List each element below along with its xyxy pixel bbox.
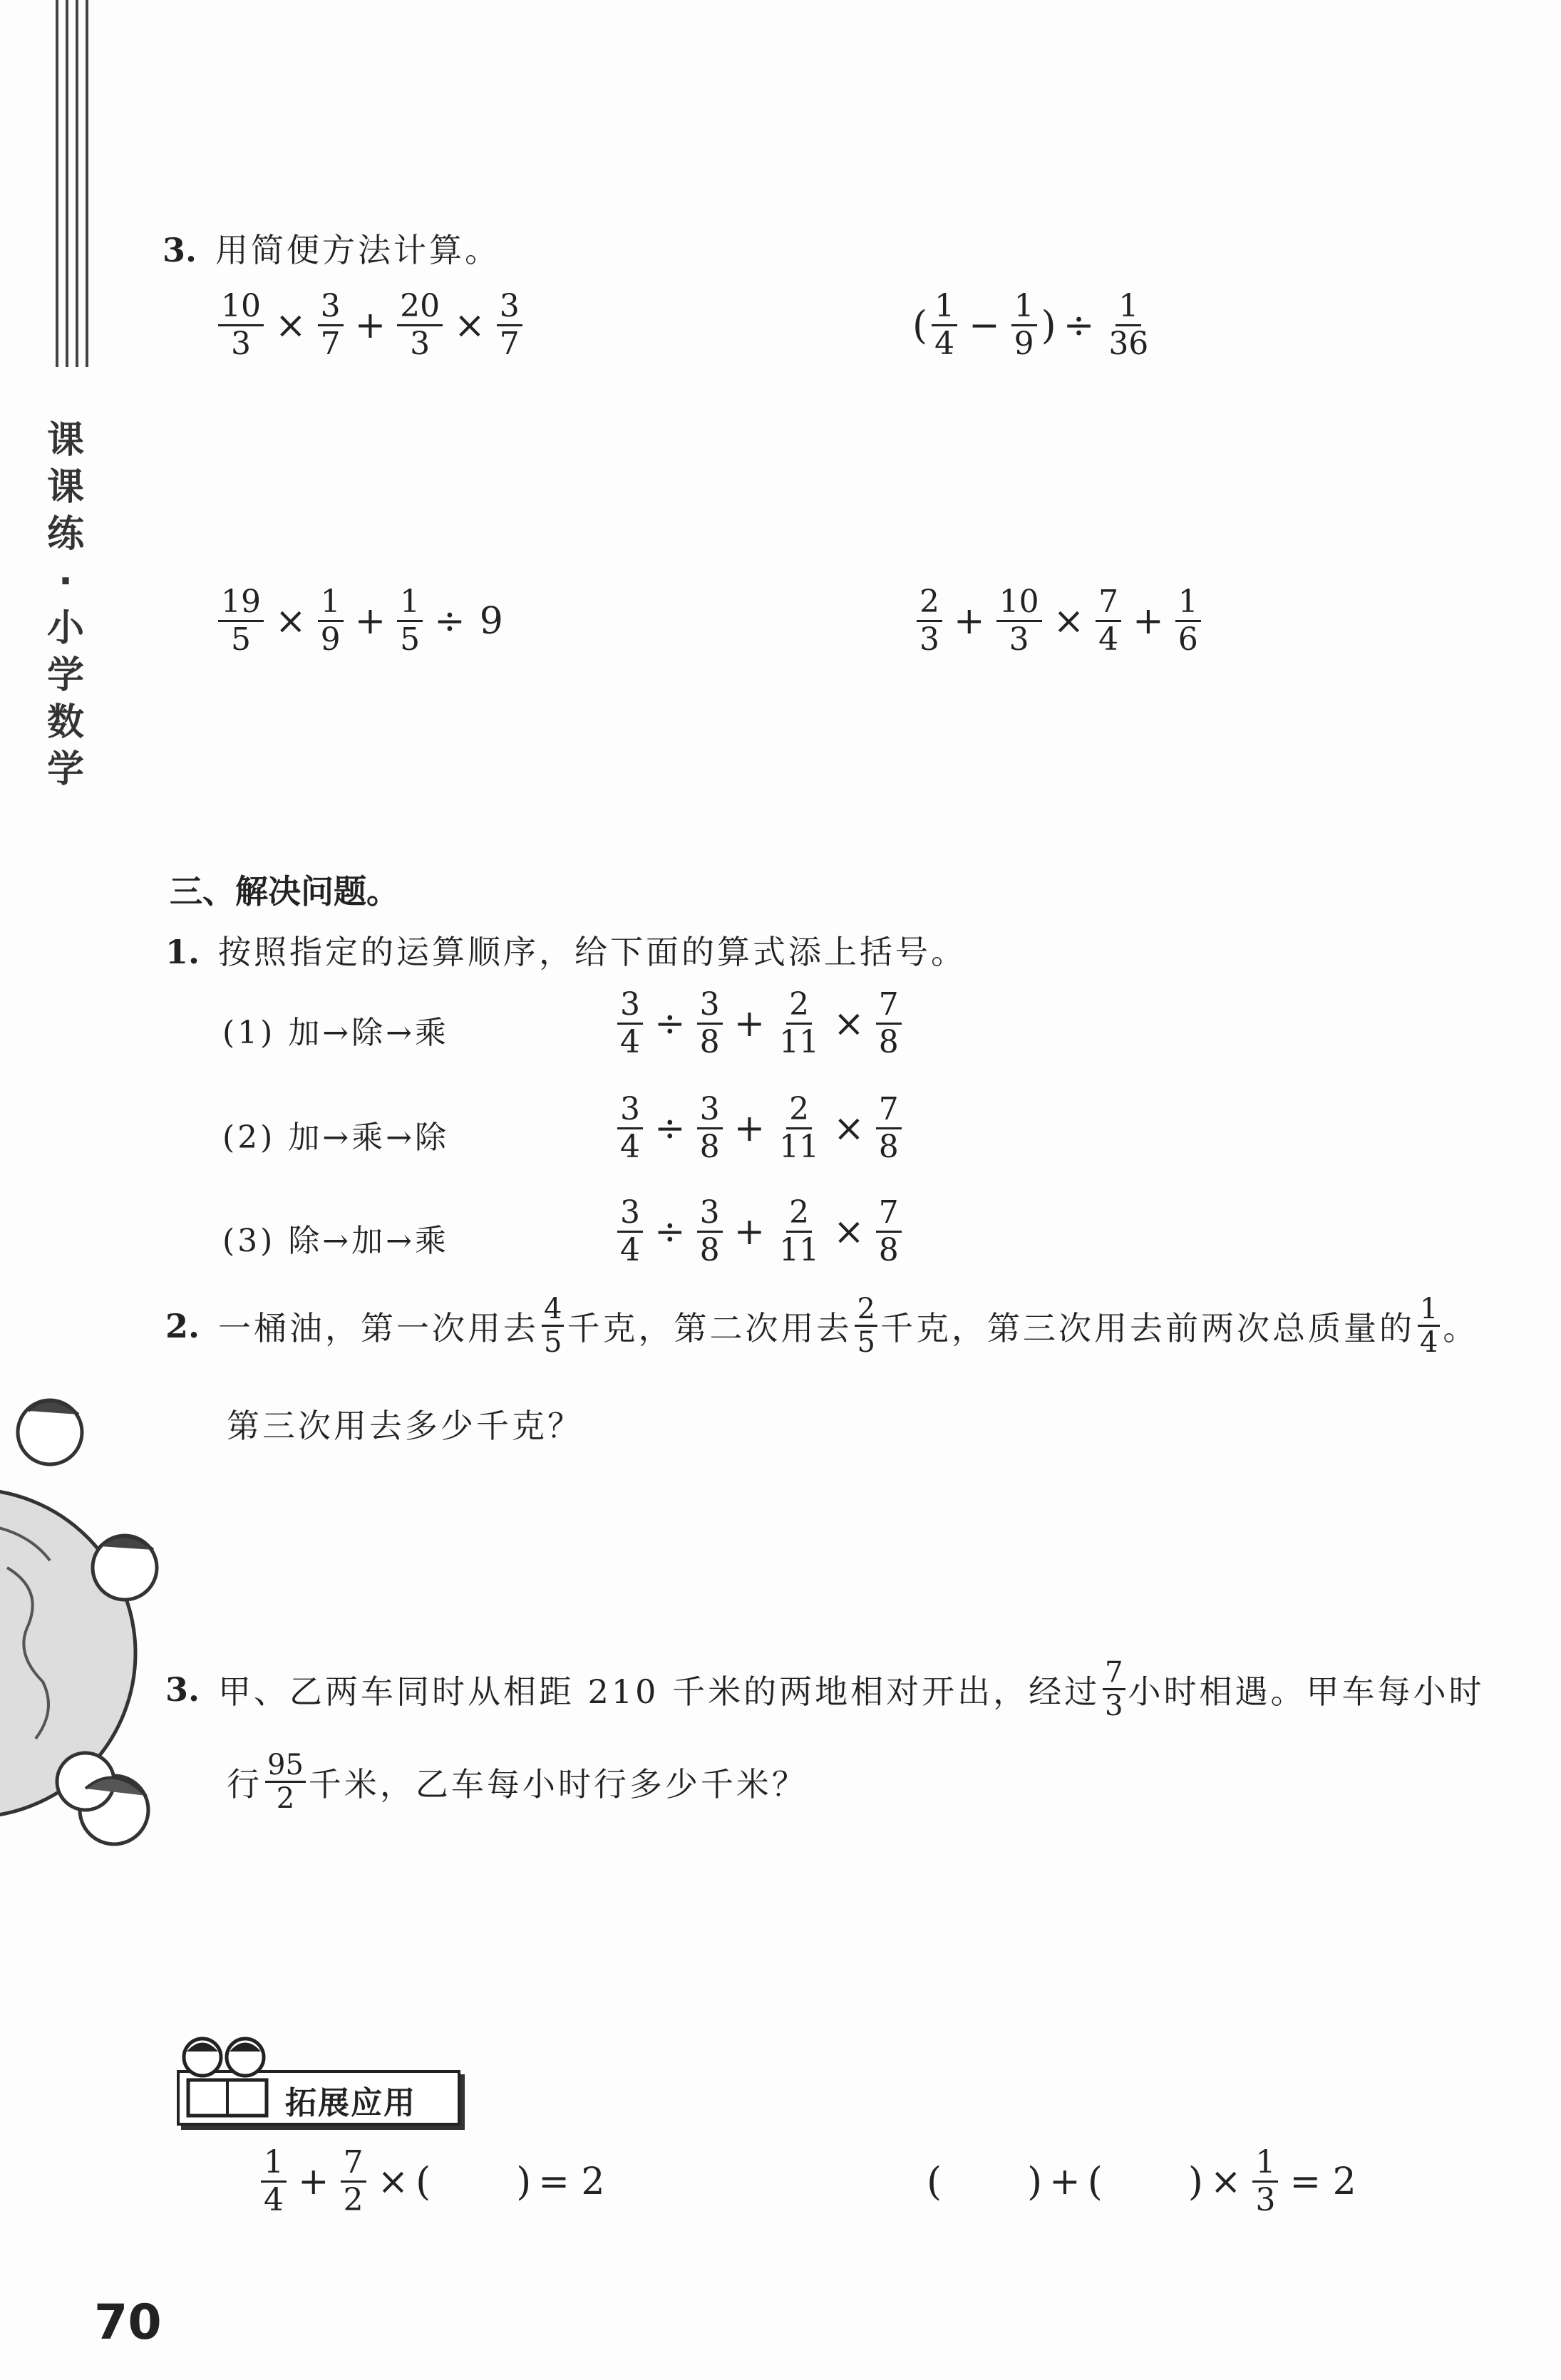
operator: × xyxy=(1053,599,1085,643)
operator: × xyxy=(275,599,306,643)
problem-text: 。 xyxy=(1443,1308,1479,1347)
problem-text: 千克，第二次用去 xyxy=(567,1308,852,1347)
question-3-heading xyxy=(163,224,500,271)
number: 9 xyxy=(479,599,503,643)
operator: ÷ xyxy=(1063,304,1095,347)
fraction: $\frac{1}{5}$ xyxy=(397,584,423,658)
fraction: $\frac{19}{5}$ xyxy=(218,584,264,658)
title-char: 数 xyxy=(46,701,84,744)
fraction: $\frac{1}{9}$ xyxy=(1011,289,1037,362)
expression-3 xyxy=(214,584,510,658)
question-text: 按照指定的运算顺序，给下面的算式添上括号。 xyxy=(218,933,967,971)
order-expression-3: $\frac{3}{4}$ ÷ $\frac{3}{8}$ + $\frac{2}{11}$ × $\frac{7}{8}$ xyxy=(613,1195,906,1268)
question-number: 1. xyxy=(165,933,200,971)
operator: + xyxy=(354,599,386,643)
problem-text: 千克，第三次用去前两次总质量的 xyxy=(880,1308,1415,1347)
operator: + xyxy=(954,599,985,643)
paren: ( xyxy=(912,303,928,348)
expression-1 xyxy=(214,289,527,362)
binding-line-4 xyxy=(86,0,88,367)
title-char: 小 xyxy=(46,607,84,650)
extension-expression-2: ( ) + ( ) × $\frac{1}{3}$ = 2 xyxy=(927,2144,1356,2218)
operator: ÷ xyxy=(434,599,465,643)
fraction: 7 3 xyxy=(1103,1657,1125,1722)
fraction: $\frac{10}{3}$ xyxy=(996,584,1042,658)
fraction: 2 5 xyxy=(855,1293,877,1358)
fraction: $\frac{1}{4}$ xyxy=(932,289,957,362)
fraction: 95 2 xyxy=(265,1749,306,1814)
operator: + xyxy=(1133,599,1164,643)
title-char: 课 xyxy=(46,466,84,509)
problem-text: 甲、乙两车同时从相距 210 千米的两地相对开出，经过 xyxy=(218,1672,1101,1711)
book-title-vertical xyxy=(44,417,87,793)
order-label-3: (3) 除→加→乘 xyxy=(222,1223,450,1259)
binding-line-3 xyxy=(76,0,78,367)
page-number: 70 xyxy=(94,2294,162,2351)
operator: × xyxy=(275,304,306,347)
expression-4 xyxy=(912,584,1205,658)
title-char: 课 xyxy=(46,419,84,462)
fraction: $\frac{1}{6}$ xyxy=(1175,584,1201,658)
fraction: 1 4 xyxy=(1418,1293,1440,1358)
question-number: 3. xyxy=(165,1670,200,1709)
section-heading: 三、解决问题。 xyxy=(170,872,399,911)
title-char: 练 xyxy=(46,513,84,556)
question-number: 3. xyxy=(163,231,197,269)
operator: + xyxy=(354,304,386,347)
paren: ) xyxy=(1041,303,1056,348)
problem-1 xyxy=(165,926,967,973)
extension-label: 拓展应用 xyxy=(285,2085,416,2121)
globe-children-illustration xyxy=(0,1354,164,1938)
fraction: $\frac{2}{3}$ xyxy=(917,584,942,658)
binding-line-1 xyxy=(56,0,58,367)
problem-text: 一桶油，第一次用去 xyxy=(218,1308,540,1347)
problem-2-question: 第三次用去多少千克？ xyxy=(227,1407,583,1445)
extension-expression-1: $\frac{1}{4}$ + $\frac{7}{2}$ × ( ) = 2 xyxy=(257,2145,612,2218)
children-reading-icon xyxy=(174,2030,281,2121)
fraction: $\frac{1}{9}$ xyxy=(318,584,344,658)
fraction: $\frac{3}{7}$ xyxy=(318,289,344,362)
expression-2 xyxy=(912,289,1155,362)
fraction: $\frac{20}{3}$ xyxy=(397,289,443,362)
fraction: $\frac{3}{7}$ xyxy=(497,289,522,362)
extension-badge xyxy=(177,2070,460,2126)
order-label-1: (1) 加→除→乘 xyxy=(222,1015,450,1051)
order-label-2: (2) 加→乘→除 xyxy=(222,1119,450,1156)
order-expression-2: $\frac{3}{4}$ ÷ $\frac{3}{8}$ + $\frac{2}{11}$ × $\frac{7}{8}$ xyxy=(613,1092,906,1165)
binding-line-2 xyxy=(66,0,68,367)
problem-text: 行 xyxy=(227,1764,262,1804)
fraction: 4 5 xyxy=(542,1293,564,1358)
title-char: · xyxy=(58,560,73,603)
title-char: 学 xyxy=(46,748,84,791)
fraction: $\frac{1}{36}$ xyxy=(1108,288,1149,362)
problem-2 xyxy=(165,1293,1478,1358)
fraction: $\frac{10}{3}$ xyxy=(218,289,264,362)
problem-3-line-2 xyxy=(227,1749,808,1814)
problem-text: 小时相遇。甲车每小时 xyxy=(1128,1672,1485,1711)
title-char: 学 xyxy=(46,654,84,697)
question-number: 2. xyxy=(165,1306,200,1345)
order-expression-1: $\frac{3}{4}$ ÷ $\frac{3}{8}$ + $\frac{2}{11}$ × $\frac{7}{8}$ xyxy=(613,987,906,1060)
fraction: $\frac{7}{4}$ xyxy=(1096,584,1121,658)
problem-text: 千米，乙车每小时行多少千米？ xyxy=(308,1764,808,1804)
problem-3 xyxy=(165,1657,1485,1722)
operator: × xyxy=(454,304,485,347)
operator: − xyxy=(969,304,1000,347)
question-text: 用简便方法计算。 xyxy=(215,231,501,269)
